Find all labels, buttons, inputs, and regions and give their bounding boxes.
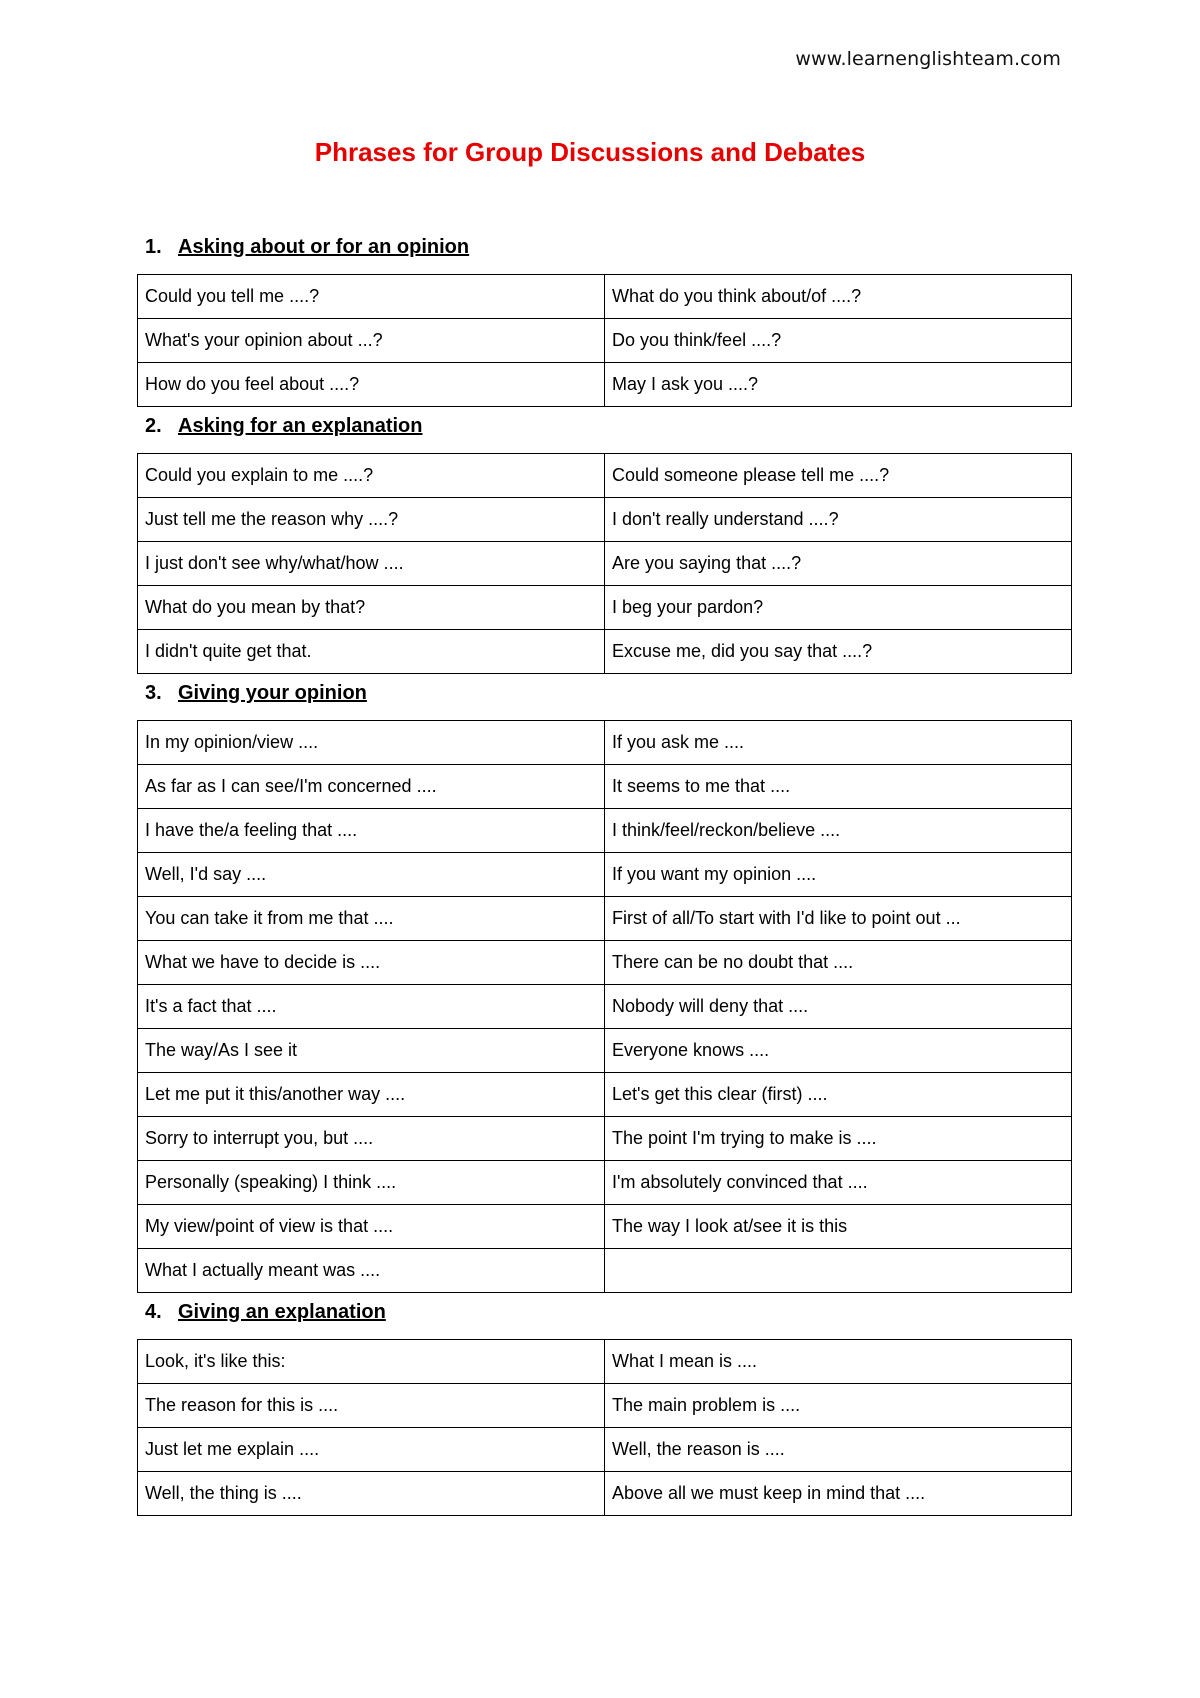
phrase-cell: My view/point of view is that .... [138, 1205, 605, 1249]
phrase-cell: Personally (speaking) I think .... [138, 1161, 605, 1205]
section-heading [137, 682, 1072, 720]
table-row [138, 941, 1072, 985]
table-row [138, 1029, 1072, 1073]
phrase-cell: Do you think/feel ....? [605, 319, 1072, 363]
phrase-cell: What I actually meant was .... [138, 1249, 605, 1293]
phrase-cell: Well, I'd say .... [138, 853, 605, 897]
phrase-cell: Everyone knows .... [605, 1029, 1072, 1073]
table-row [138, 765, 1072, 809]
phrase-cell: Nobody will deny that .... [605, 985, 1072, 1029]
table-row [138, 363, 1072, 407]
table-row [138, 319, 1072, 363]
phrase-cell: First of all/To start with I'd like to point out ... [605, 897, 1072, 941]
phrase-cell: How do you feel about ....? [138, 363, 605, 407]
section-heading [137, 415, 1072, 453]
section-number: 3. [145, 682, 162, 704]
table-row [138, 586, 1072, 630]
table-row [138, 1073, 1072, 1117]
section-heading [137, 236, 1072, 274]
table-row [138, 1161, 1072, 1205]
phrase-cell: I beg your pardon? [605, 586, 1072, 630]
phrase-cell: The way I look at/see it is this [605, 1205, 1072, 1249]
phrase-cell: I don't really understand ....? [605, 498, 1072, 542]
section-title: Asking for an explanation [178, 415, 423, 437]
section-title: Asking about or for an opinion [178, 236, 470, 258]
phrase-cell: It's a fact that .... [138, 985, 605, 1029]
phrase-cell: Could someone please tell me ....? [605, 454, 1072, 498]
table-row [138, 275, 1072, 319]
table-row [138, 454, 1072, 498]
phrase-cell: If you want my opinion .... [605, 853, 1072, 897]
phrase-cell: Excuse me, did you say that ....? [605, 630, 1072, 674]
table-row [138, 721, 1072, 765]
phrase-sections [137, 236, 1072, 1524]
table-row [138, 1249, 1072, 1293]
phrase-cell: What do you mean by that? [138, 586, 605, 630]
phrase-cell: What's your opinion about ...? [138, 319, 605, 363]
phrase-cell: May I ask you ....? [605, 363, 1072, 407]
phrase-cell: I just don't see why/what/how .... [138, 542, 605, 586]
phrase-cell: Above all we must keep in mind that .... [605, 1472, 1072, 1516]
table-row [138, 1472, 1072, 1516]
phrase-cell: Just tell me the reason why ....? [138, 498, 605, 542]
phrase-cell: I think/feel/reckon/believe .... [605, 809, 1072, 853]
phrase-cell: I'm absolutely convinced that .... [605, 1161, 1072, 1205]
phrase-table [137, 720, 1072, 1293]
phrase-table [137, 274, 1072, 407]
section-number: 1. [145, 236, 162, 258]
phrase-cell: Could you explain to me ....? [138, 454, 605, 498]
phrase-cell: There can be no doubt that .... [605, 941, 1072, 985]
phrase-cell: Let me put it this/another way .... [138, 1073, 605, 1117]
section-title: Giving your opinion [178, 682, 367, 704]
phrase-table [137, 1339, 1072, 1516]
table-row [138, 542, 1072, 586]
table-row [138, 1340, 1072, 1384]
phrase-cell: Well, the reason is .... [605, 1428, 1072, 1472]
section-heading [137, 1301, 1072, 1339]
phrase-cell: As far as I can see/I'm concerned .... [138, 765, 605, 809]
phrase-cell: I didn't quite get that. [138, 630, 605, 674]
table-row [138, 853, 1072, 897]
section-number: 4. [145, 1301, 162, 1323]
phrase-cell: Well, the thing is .... [138, 1472, 605, 1516]
table-row [138, 809, 1072, 853]
phrase-cell: In my opinion/view .... [138, 721, 605, 765]
phrase-cell: The point I'm trying to make is .... [605, 1117, 1072, 1161]
phrase-cell: I have the/a feeling that .... [138, 809, 605, 853]
section-number: 2. [145, 415, 162, 437]
table-row [138, 1384, 1072, 1428]
phrase-cell: Just let me explain .... [138, 1428, 605, 1472]
phrase-cell: Look, it's like this: [138, 1340, 605, 1384]
phrase-cell: The reason for this is .... [138, 1384, 605, 1428]
phrase-table [137, 453, 1072, 674]
table-row [138, 1205, 1072, 1249]
section-title: Giving an explanation [178, 1301, 386, 1323]
phrase-cell: What do you think about/of ....? [605, 275, 1072, 319]
table-row [138, 897, 1072, 941]
phrase-cell: The way/As I see it [138, 1029, 605, 1073]
phrase-cell: It seems to me that .... [605, 765, 1072, 809]
phrase-cell: Are you saying that ....? [605, 542, 1072, 586]
phrase-cell: Let's get this clear (first) .... [605, 1073, 1072, 1117]
phrase-cell: Sorry to interrupt you, but .... [138, 1117, 605, 1161]
phrase-cell: What we have to decide is .... [138, 941, 605, 985]
site-url[interactable]: www.learnenglishteam.com [795, 48, 1061, 70]
phrase-cell: You can take it from me that .... [138, 897, 605, 941]
phrase-cell: What I mean is .... [605, 1340, 1072, 1384]
phrase-cell [605, 1249, 1072, 1293]
page-title: Phrases for Group Discussions and Debates [314, 137, 866, 167]
table-row [138, 630, 1072, 674]
table-row [138, 498, 1072, 542]
table-row [138, 1428, 1072, 1472]
phrase-cell: The main problem is .... [605, 1384, 1072, 1428]
table-row [138, 985, 1072, 1029]
phrase-cell: If you ask me .... [605, 721, 1072, 765]
table-row [138, 1117, 1072, 1161]
phrase-cell: Could you tell me ....? [138, 275, 605, 319]
